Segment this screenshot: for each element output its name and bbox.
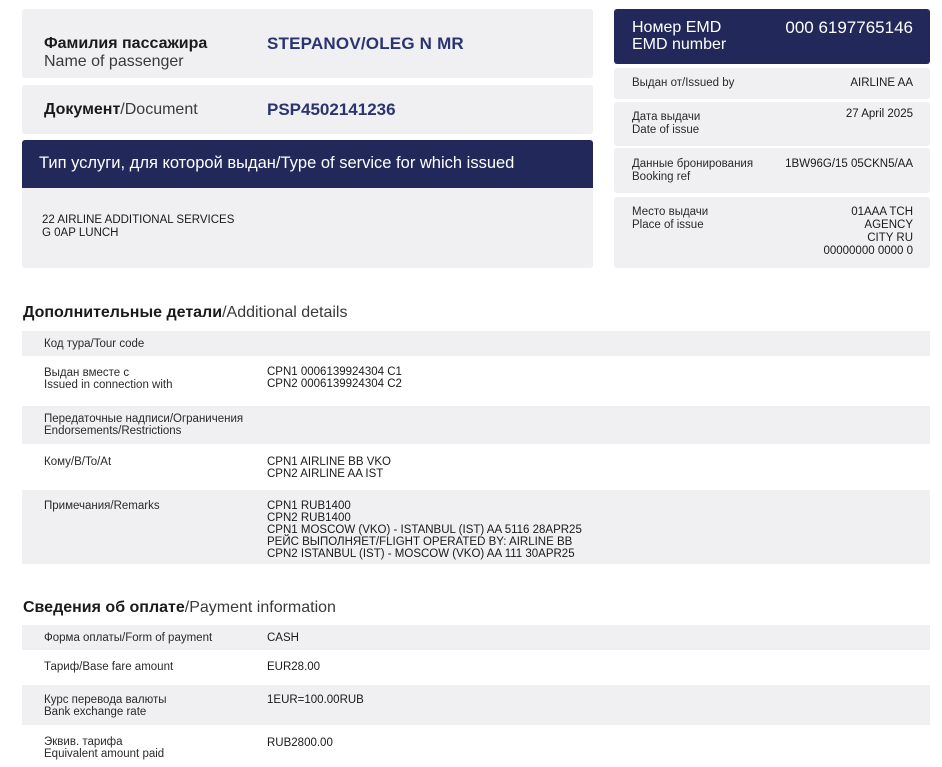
payment-info-title [23, 599, 336, 617]
label-line: Дата выдачи [632, 111, 701, 123]
value-line: РЕЙС ВЫПОЛНЯЕТ/FLIGHT OPERATED BY: AIRLINE BB [267, 536, 573, 548]
to-at-value [267, 456, 391, 480]
service-box [22, 140, 593, 268]
service-line: G 0AP LUNCH [42, 227, 119, 239]
service-title: Тип услуги, для которой выдан/Type of service for which issued [39, 154, 515, 172]
label-line: Место выдачи [632, 206, 709, 218]
emd-label [632, 19, 726, 53]
issued-by-value: AIRLINE AA [850, 77, 913, 89]
payment-title-en: Payment information [189, 599, 336, 616]
document-label-sep: / [120, 101, 125, 118]
date-of-issue-label [632, 111, 700, 137]
exchange-rate-label [44, 694, 167, 718]
label-line: Передаточные надписи/Ограничения [44, 413, 244, 425]
service-header [22, 140, 593, 188]
base-fare-row [22, 652, 930, 682]
label-line: Эквив. тарифа [44, 736, 123, 748]
document-number: PSP4502141236 [267, 100, 396, 119]
issued-by-box [614, 68, 930, 99]
payment-title-sep: / [184, 599, 190, 616]
value-line: CPN2 RUB1400 [267, 512, 351, 524]
value-line: AGENCY [864, 219, 913, 231]
document-label-ru: Документ [44, 101, 121, 118]
label-line: Данные бронирования [632, 158, 754, 170]
issued-by-label: Выдан от/Issued by [632, 77, 735, 89]
value-line: CPN1 RUB1400 [267, 500, 351, 512]
equivalent-amount-row [22, 727, 930, 765]
form-of-payment-row [22, 625, 930, 650]
service-line: 22 AIRLINE ADDITIONAL SERVICES [42, 214, 235, 226]
issued-with-row [22, 358, 930, 402]
booking-ref-value: 1BW96G/15 05CKN5/AA [785, 158, 913, 170]
remarks-value [267, 500, 582, 560]
value-line: CPN2 0006139924304 C2 [267, 378, 402, 390]
value-line: CPN1 MOSCOW (VKO) - ISTANBUL (IST) AA 5116 28APR25 [267, 524, 582, 536]
label-line: Курс перевода валюты [44, 694, 167, 706]
value-line: CPN2 ISTANBUL (IST) - MOSCOW (VKO) AA 111 30APR25 [267, 548, 575, 560]
place-of-issue-box [614, 197, 930, 268]
issued-with-label [44, 367, 173, 391]
date-of-issue-value: 27 April 2025 [845, 108, 913, 120]
booking-ref-label [632, 158, 753, 184]
to-at-row [22, 446, 930, 488]
place-of-issue-value [823, 206, 913, 258]
equivalent-amount-value: RUB2800.00 [267, 737, 333, 749]
passenger-label-ru: Фамилия пассажира [44, 35, 208, 52]
label-line: Place of issue [632, 219, 704, 231]
endorsements-label [44, 413, 243, 437]
emd-label-en: EMD number [632, 36, 727, 53]
passenger-box [22, 9, 593, 78]
document-label [44, 101, 198, 119]
label-line: Date of issue [632, 124, 700, 136]
value-line: CPN2 AIRLINE AA IST [267, 468, 384, 480]
label-line: Booking ref [632, 171, 691, 183]
document-label-en: Document [124, 101, 198, 118]
date-of-issue-box [614, 102, 930, 146]
document-box [22, 85, 593, 134]
base-fare-label: Тариф/Base fare amount [44, 661, 174, 673]
additional-title-ru: Дополнительные детали [23, 304, 223, 321]
label-line: Endorsements/Restrictions [44, 425, 182, 437]
form-of-payment-value: CASH [267, 632, 299, 644]
exchange-rate-row [22, 685, 930, 725]
emd-number: 000 6197765146 [785, 18, 913, 37]
value-line: 00000000 0000 0 [823, 245, 913, 257]
equivalent-amount-label [44, 736, 164, 760]
place-of-issue-label [632, 206, 708, 232]
form-of-payment-label: Форма оплаты/Form of payment [44, 632, 213, 644]
value-line: CPN1 AIRLINE BB VKO [267, 456, 391, 468]
passenger-name: STEPANOV/OLEG N MR [267, 34, 464, 53]
tour-code-row [22, 331, 930, 356]
additional-title-sep: / [222, 304, 227, 321]
label-line: Выдан вместе с [44, 367, 130, 379]
to-at-label: Кому/В/To/At [44, 456, 112, 468]
remarks-row [22, 490, 930, 564]
additional-title-en: Additional details [226, 304, 348, 321]
emd-number-box [614, 9, 930, 64]
payment-title-ru: Сведения об оплате [23, 599, 185, 616]
base-fare-value: EUR28.00 [267, 661, 321, 673]
service-description [42, 214, 234, 240]
tour-code-label: Код тура/Tour code [44, 338, 145, 350]
additional-details-title [23, 304, 347, 322]
label-line: Equivalent amount paid [44, 748, 165, 760]
value-line: CITY RU [867, 232, 913, 244]
label-line: Bank exchange rate [44, 706, 147, 718]
booking-ref-box [614, 148, 930, 193]
remarks-label: Примечания/Remarks [44, 500, 160, 512]
passenger-label-en: Name of passenger [44, 53, 184, 70]
value-line: CPN1 0006139924304 C1 [267, 366, 402, 378]
emd-label-ru: Номер EMD [632, 19, 722, 36]
label-line: Issued in connection with [44, 379, 173, 391]
exchange-rate-value: 1EUR=100.00RUB [267, 694, 364, 706]
endorsements-row [22, 406, 930, 444]
value-line: 01AAA TCH [851, 206, 913, 218]
issued-with-value [267, 366, 402, 390]
